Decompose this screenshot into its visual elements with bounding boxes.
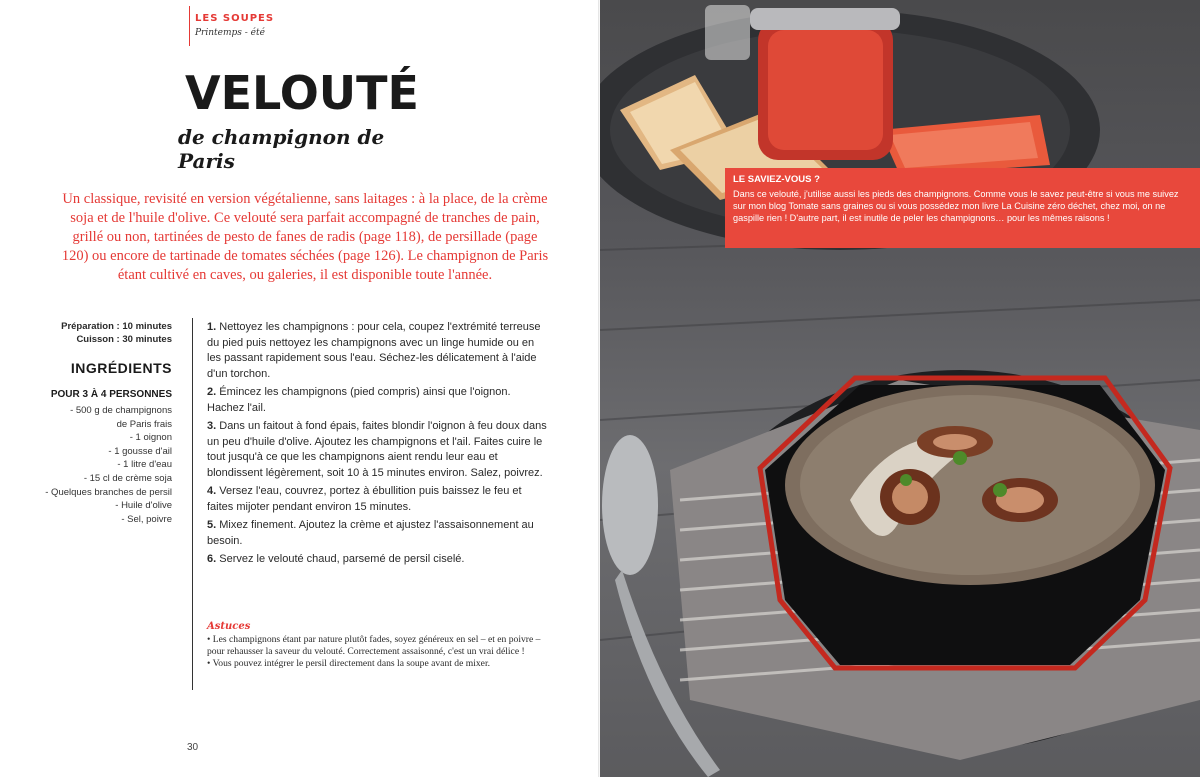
recipe-title: VELOUTÉ: [185, 66, 419, 120]
did-you-know-text: Dans ce velouté, j'utilise aussi les pieds des champignons. Comme vous le savez peut-être si vous me suivez sur mon blog Tomate sans graines ou si vous possédez mon livre La Cuisine zéro déchet, chez moi, on ne gaspille rien ! D'autre part, il est inutile de peler les champignons… pour les mêmes raisons !: [733, 189, 1179, 224]
list-item: • Vous pouvez intégrer le persil directement dans la soupe avant de mixer.: [207, 658, 491, 669]
soup-photo: [600, 0, 1200, 777]
list-item: de Paris frais: [116, 418, 172, 430]
step-item: 6. Servez le velouté chaud, parsemé de persil ciselé.: [207, 553, 465, 565]
recipe-meta: [30, 320, 172, 346]
recipe-intro: Un classique, revisité en version végétalienne, sans laitages : à la place, de la crème soja et de l'huile d'olive. Ce velouté sera parfait accompagné de tranches de pain, grillé ou non, tartinées de pesto de fanes de radis (page 118), de persillade (page 120) ou encore de tartinade de tomates séchées (page 126). Le champignon de Paris étant cultivé en caves, ou galeries, il est disponible toute l'année.: [61, 191, 549, 283]
ingredients-list: [20, 404, 172, 526]
page-number: 30: [187, 742, 199, 753]
did-you-know-title: LE SAVIEZ-VOUS ?: [733, 174, 820, 185]
servings-label: POUR 3 À 4 PERSONNES: [50, 389, 172, 400]
list-item: - 1 litre d'eau: [117, 459, 172, 471]
recipe-subtitle: de champignon de Paris: [178, 125, 385, 173]
column-divider: [192, 318, 193, 690]
step-item: 1. Nettoyez les champignons : pour cela, coupez l'extrémité terreuse du pied puis nettoyez les champignons avec un linge humide ou en les passant rapidement sous l'eau. Séchez-les délicatement à l'aide d'un torchon.: [207, 321, 541, 380]
list-item: - Quelques branches de persil: [45, 486, 172, 498]
list-item: - 15 cl de crème soja: [83, 472, 172, 484]
list-item: - Sel, poivre: [121, 513, 172, 525]
step-item: 3. Dans un faitout à fond épais, faites blondir l'oignon à feu doux dans un peu d'huile d'olive. Ajoutez les champignons et l'ail. Faites cuire le tout jusqu'à ce que les champignons aient rendu leur eau et blondissent légèrement, soit 10 à 15 minutes environ. Salez, poivrez.: [207, 420, 547, 479]
tips-list: [207, 634, 547, 670]
step-item: 5. Mixez finement. Ajoutez la crème et ajustez l'assaisonnement au besoin.: [207, 519, 534, 547]
step-item: 2. Émincez les champignons (pied compris) ainsi que l'oignon. Hachez l'ail.: [207, 386, 511, 414]
step-item: 4. Versez l'eau, couvrez, portez à ébullition puis baissez le feu et faites mijoter pendant environ 15 minutes.: [207, 485, 522, 513]
prep-time: Préparation : 10 minutes: [61, 321, 172, 332]
section-rule: [189, 6, 190, 46]
tips-title: Astuces: [207, 621, 251, 632]
did-you-know-box: [725, 168, 1200, 248]
section-label: LES SOUPES: [195, 13, 275, 24]
list-item: - Huile d'olive: [115, 500, 172, 512]
steps-list: [207, 320, 547, 571]
list-item: - 1 oignon: [129, 432, 172, 444]
soup-photo-illustration: [600, 0, 1200, 777]
list-item: - 500 g de champignons: [70, 405, 172, 416]
list-item: • Les champignons étant par nature plutôt fades, soyez généreux en sel – et en poivre – pour rehausser la saveur du velouté. Correctement assaisonné, c'est un vrai délice !: [207, 634, 541, 657]
cook-time: Cuisson : 30 minutes: [76, 334, 172, 345]
section-subtitle: Printemps - été: [195, 28, 265, 38]
ingredients-title: INGRÉDIENTS: [70, 360, 172, 376]
list-item: - 1 gousse d'ail: [108, 445, 172, 457]
